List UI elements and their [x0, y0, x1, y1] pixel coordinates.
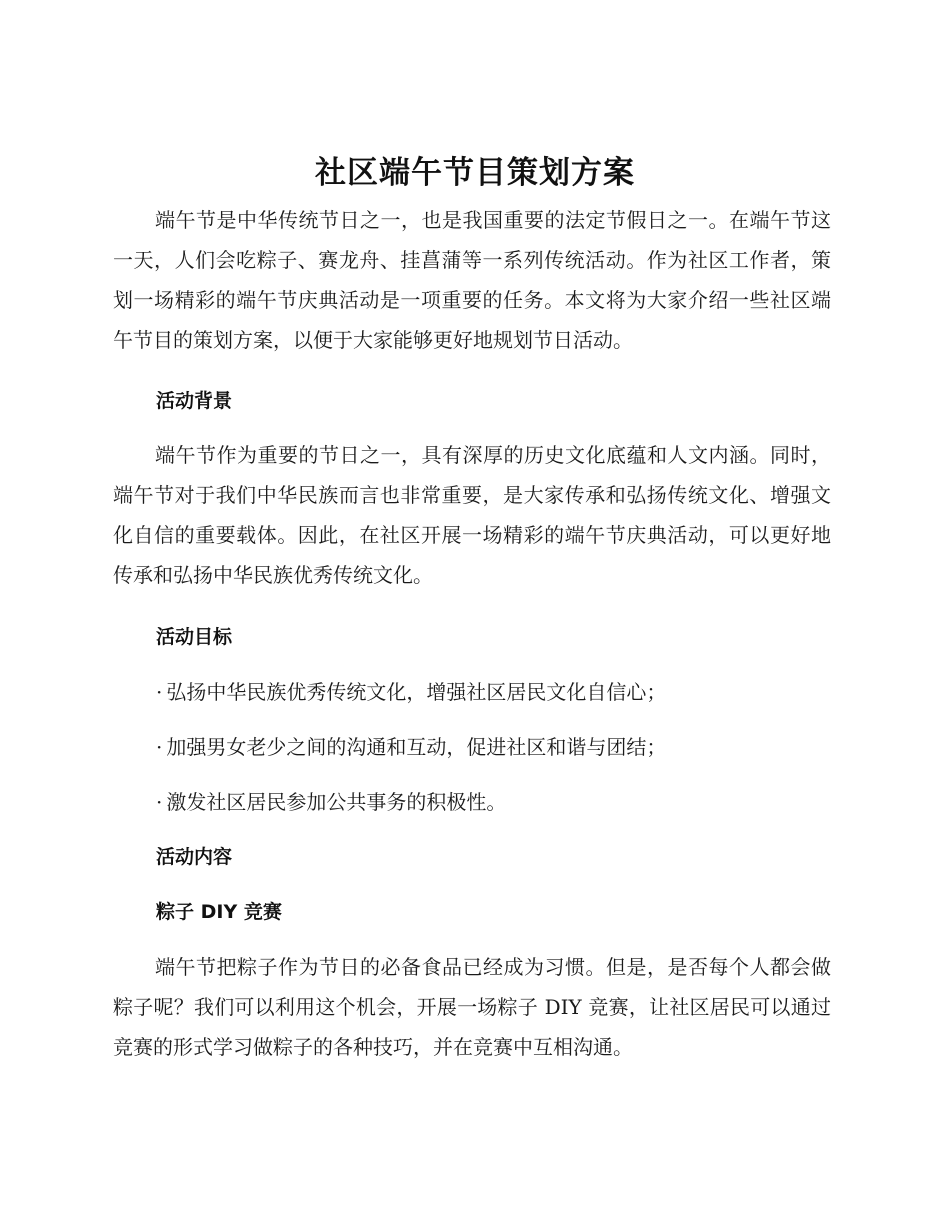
document-title: 社区端午节目策划方案 — [315, 155, 635, 191]
goal-item-text: 弘扬中华民族优秀传统文化，增强社区居民文化自信心； — [166, 680, 667, 704]
goal-item — [156, 787, 506, 817]
bullet-dot-icon: · — [156, 790, 163, 814]
section-heading-background: 活动背景 — [156, 390, 233, 412]
section-heading-goals: 活动目标 — [156, 626, 233, 648]
section-heading-content: 活动内容 — [156, 846, 233, 868]
goal-item-text: 加强男女老少之间的沟通和互动，促进社区和谐与团结； — [166, 735, 667, 759]
goal-item — [156, 677, 666, 707]
goal-item-text: 激发社区居民参加公共事务的积极性。 — [166, 790, 507, 814]
goal-item — [156, 732, 666, 762]
diy-paragraph: 端午节把粽子作为节日的必备食品已经成为习惯。但是，是否每个人都会做粽子呢？我们可以利用这个机会，开展一场粽子 DIY 竞赛，让社区居民可以通过竞赛的形式学习做粽子的各种技巧，并在竞赛中互相沟通。 — [113, 955, 831, 1059]
subsection-heading-diy: 粽子 DIY 竞赛 — [156, 901, 282, 923]
bullet-dot-icon: · — [156, 735, 163, 759]
bullet-dot-icon: · — [156, 680, 163, 704]
intro-paragraph: 端午节是中华传统节日之一，也是我国重要的法定节假日之一。在端午节这一天，人们会吃粽子、赛龙舟、挂菖蒲等一系列传统活动。作为社区工作者，策划一场精彩的端午节庆典活动是一项重要的任务。本文将为大家介绍一些社区端午节目的策划方案，以便于大家能够更好地规划节日活动。 — [113, 208, 831, 352]
background-paragraph: 端午节作为重要的节日之一，具有深厚的历史文化底蕴和人文内涵。同时，端午节对于我们中华民族而言也非常重要，是大家传承和弘扬传统文化、增强文化自信的重要载体。因此，在社区开展一场精彩的端午节庆典活动，可以更好地传承和弘扬中华民族优秀传统文化。 — [113, 443, 831, 587]
